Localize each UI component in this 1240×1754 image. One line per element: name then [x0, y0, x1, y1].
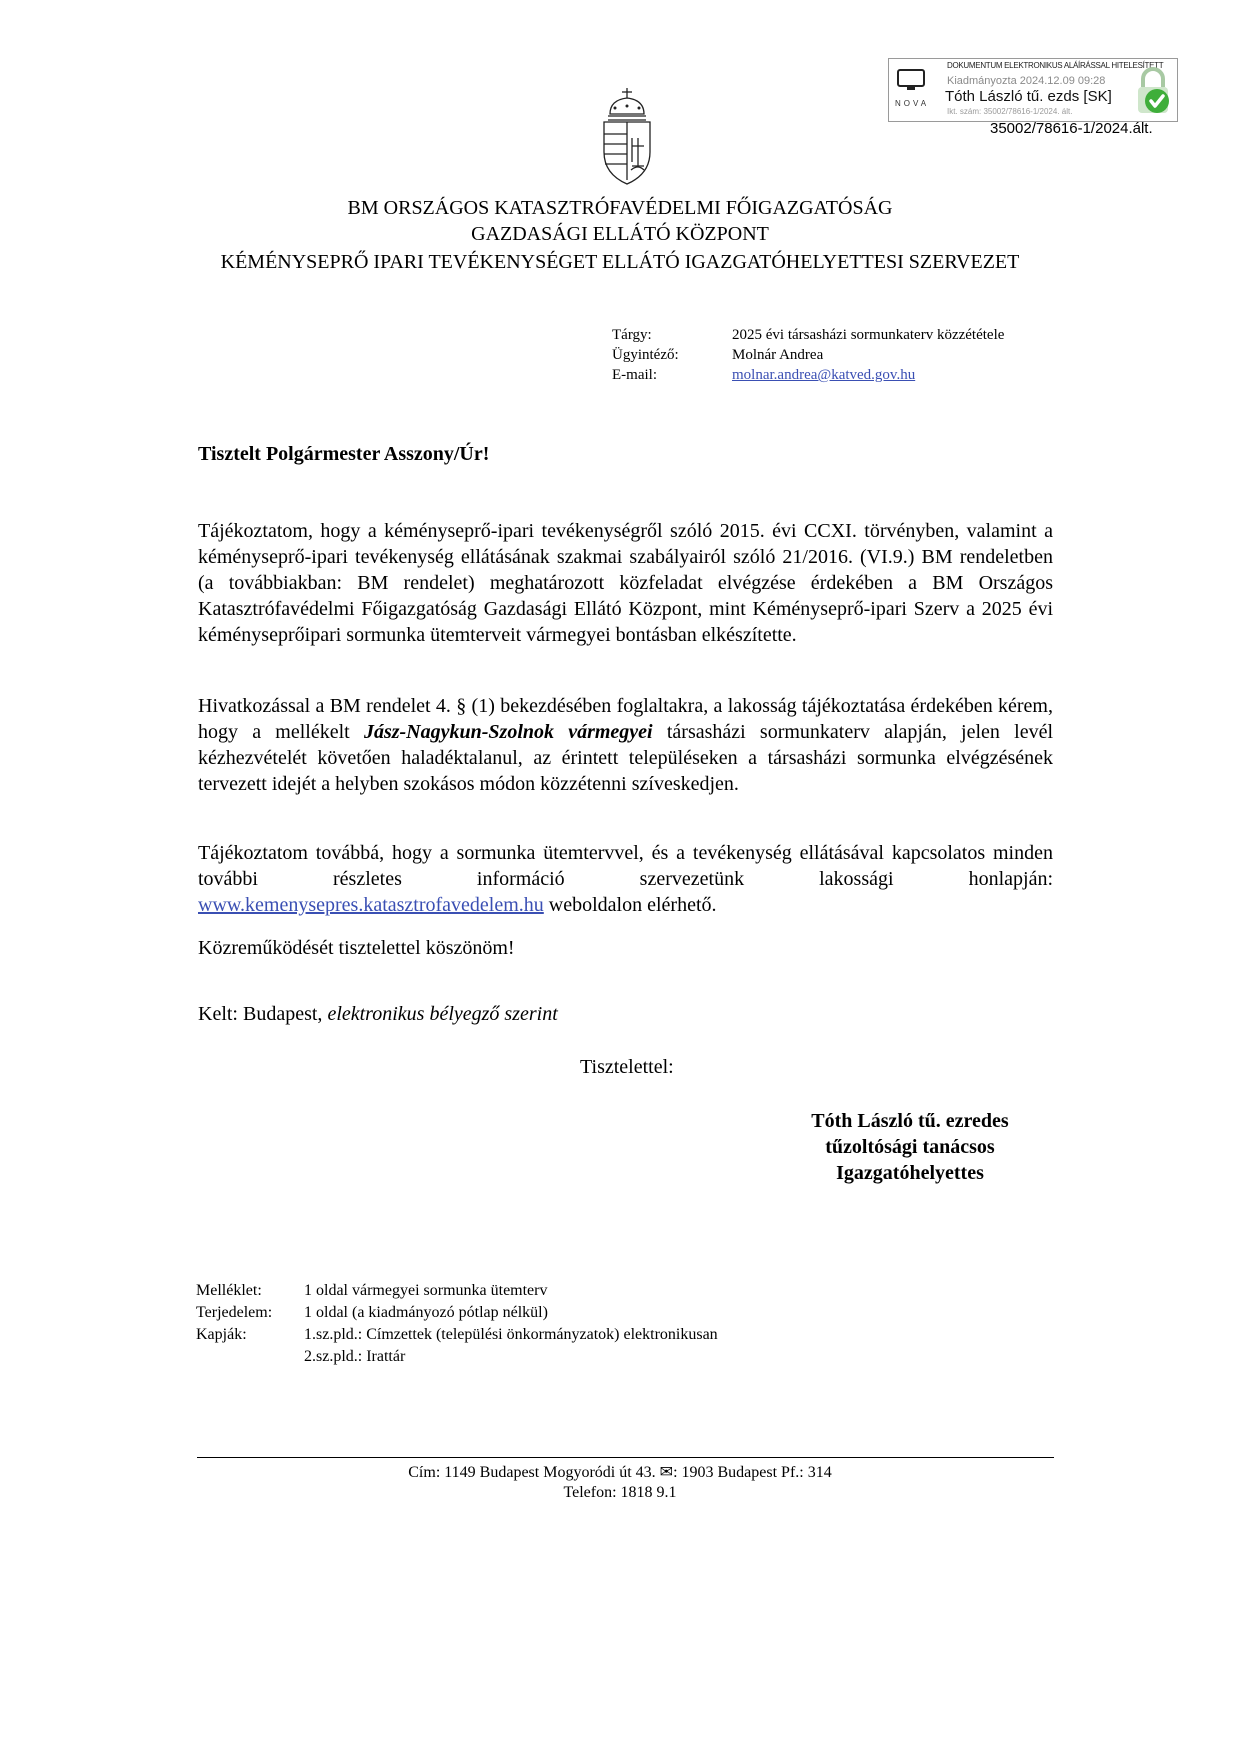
- attachment-value: 1 oldal vármegyei sormunka ütemterv: [304, 1282, 548, 1299]
- closing: Tisztelettel:: [580, 1056, 674, 1078]
- coat-of-arms-icon: [598, 86, 656, 188]
- attachment-label: Melléklet:: [196, 1282, 262, 1299]
- footer-divider: [197, 1457, 1054, 1458]
- monitor-icon: [897, 69, 925, 91]
- stamp-header: DOKUMENTUM ELEKTRONIKUS ALÁÍRÁSSAL HITELESÍTETT: [947, 61, 1164, 70]
- paragraph-2-text-before: Hivatkozással a BM rendelet 4. § (1) bekezdésében foglaltakra, a lakosság tájékoztatása érdekében kérem, hogy a mellékelt: [198, 695, 1053, 743]
- padlock-check-icon: [1133, 65, 1173, 117]
- stamp-issued: Kiadmányozta 2024.12.09 09:28: [947, 75, 1106, 87]
- website-link[interactable]: www.kemenysepres.katasztrofavedelem.hu: [198, 894, 544, 916]
- subject-value: 2025 évi társasházi sormunkaterv közzététele: [732, 327, 1005, 343]
- dated-prefix: Kelt: Budapest,: [198, 1003, 323, 1025]
- email-label: E-mail:: [612, 367, 657, 383]
- footer-address: Cím: 1149 Budapest Mogyoródi út 43. ✉: 1903 Budapest Pf.: 314: [408, 1464, 832, 1481]
- paragraph-3-text-before: Tájékoztatom továbbá, hogy a sormunka ütemtervvel, és a tevékenység ellátásával kapcsolatos minden további részletes információ szervezetünk lakossági honlapján:: [198, 842, 1053, 890]
- recipients-label: Kapják:: [196, 1326, 247, 1343]
- county-name-emphasis: Jász-Nagykun-Szolnok vármegyei: [363, 721, 653, 743]
- footer-phone: Telefon: 1818 9.1: [563, 1484, 677, 1501]
- signer-rank: tűzoltósági tanácsos: [825, 1136, 995, 1158]
- paragraph-2: [198, 693, 1053, 797]
- paragraph-4: Közreműködését tisztelettel köszönöm!: [198, 937, 515, 959]
- extent-value: 1 oldal (a kiadmányozó pótlap nélkül): [304, 1304, 548, 1321]
- paragraph-3-text-after: weboldalon elérhető.: [548, 894, 717, 916]
- recipients-value-2: 2.sz.pld.: Irattár: [304, 1348, 406, 1365]
- email-link[interactable]: molnar.andrea@katved.gov.hu: [732, 367, 916, 383]
- org-name-line-3: KÉMÉNYSEPRŐ IPARI TEVÉKENYSÉGET ELLÁTÓ IGAZGATÓHELYETTESI SZERVEZET: [220, 251, 1020, 273]
- paragraph-2-text-after: társasházi sormunkaterv alapján, jelen levél kézhezvételét követően haladéktalanul, az érintett településeken a társasházi sormunka elvégzésének tervezett idejét a helyben szokásos módon közzétenni szíveskedjen.: [198, 721, 1054, 795]
- dated-italic: elektronikus bélyegző szerint: [327, 1003, 558, 1025]
- electronic-signature-stamp: [888, 58, 1178, 122]
- stamp-signer: Tóth László tű. ezds [SK]: [945, 88, 1112, 105]
- paragraph-1: Tájékoztatom, hogy a kéményseprő-ipari tevékenységről szóló 2015. évi CCXI. törvényben, valamint a kéményseprő-ipari tevékenység ellátásának szakmai szabályairól szóló 21/2016. (VI.9.) BM rendeletben (a továbbiakban: BM rendelet) meghatározott közfeladat elvégzése érdekében a BM Országos Katasztrófavédelmi Főigazgatóság Gazdasági Ellátó Központ, mint Kéményseprő-ipari Szerv a 2025 évi kéményseprőipari sormunka ütemterveit vármegyei bontásban elkészítette.: [198, 520, 1053, 646]
- extent-label: Terjedelem:: [196, 1304, 273, 1321]
- recipients-value-1: 1.sz.pld.: Címzettek (települési önkormányzatok) elektronikusan: [304, 1326, 718, 1343]
- stamp-doc-id: Ikt. szám: 35002/78616-1/2024. ált.: [947, 107, 1073, 116]
- signer-title: Igazgatóhelyettes: [836, 1162, 984, 1184]
- case-officer-label: Ügyintéző:: [612, 347, 679, 363]
- signer-name: Tóth László tű. ezredes: [811, 1110, 1009, 1132]
- salutation: Tisztelt Polgármester Asszony/Úr!: [198, 443, 490, 465]
- org-name-line-2: GAZDASÁGI ELLÁTÓ KÖZPONT: [471, 223, 769, 245]
- document-reference-number: 35002/78616-1/2024.ált.: [990, 120, 1153, 137]
- stamp-brand: NOVA: [895, 99, 930, 108]
- paragraph-3: [198, 840, 1053, 918]
- dated-line: [198, 1003, 558, 1026]
- case-officer-value: Molnár Andrea: [732, 347, 824, 363]
- org-name-line-1: BM ORSZÁGOS KATASZTRÓFAVÉDELMI FŐIGAZGATÓSÁG: [347, 197, 893, 219]
- subject-label: Tárgy:: [612, 327, 652, 343]
